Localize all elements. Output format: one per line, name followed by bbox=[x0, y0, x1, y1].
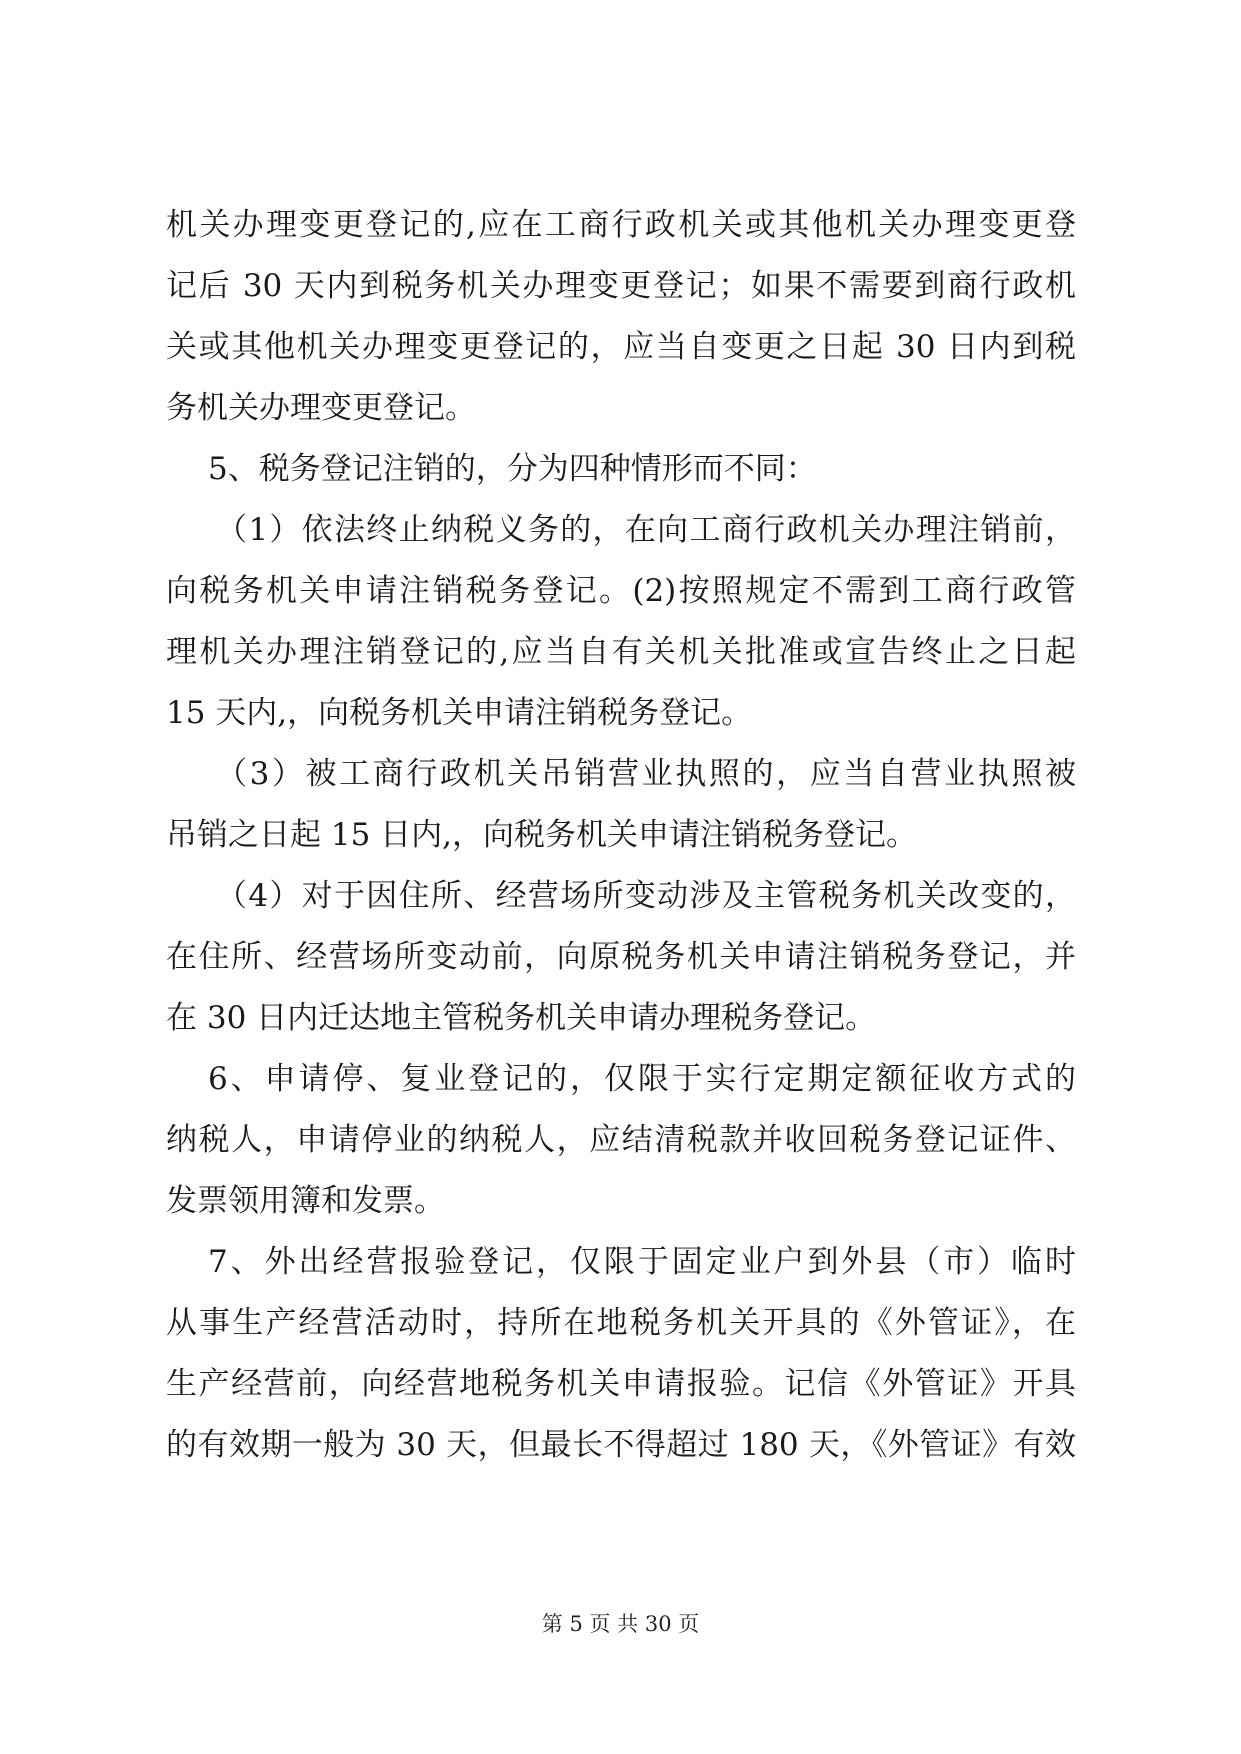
body-line-2: 记后 30 天内到税务机关办理变更登记；如果不需要到商行政机 bbox=[166, 268, 1076, 304]
body-line-8: 理机关办理注销登记的,应当自有关机关批准或宣告终止之日起 bbox=[166, 634, 1076, 670]
body-line-11: 吊销之日起 15 日内,，向税务机关申请注销税务登记。 bbox=[166, 817, 918, 853]
body-line-6: （1）依法终止纳税义务的，在向工商行政机关办理注销前， bbox=[216, 512, 1076, 548]
body-line-5: 5、税务登记注销的，分为四种情形而不同： bbox=[208, 451, 817, 487]
body-line-14: 在 30 日内迁达地主管税务机关申请办理税务登记。 bbox=[166, 1000, 877, 1036]
body-line-21: 的有效期一般为 30 天，但最长不得超过 180 天，《外管证》有效 bbox=[166, 1427, 1076, 1463]
body-line-1: 机关办理变更登记的,应在工商行政机关或其他机关办理变更登 bbox=[166, 207, 1076, 243]
body-line-15: 6、申请停、复业登记的，仅限于实行定期定额征收方式的 bbox=[208, 1061, 1076, 1097]
body-line-17: 发票领用簿和发票。 bbox=[166, 1183, 445, 1219]
body-line-18: 7、外出经营报验登记，仅限于固定业户到外县（市）临时 bbox=[208, 1244, 1076, 1280]
body-line-9: 15 天内,，向税务机关申请注销税务登记。 bbox=[166, 695, 753, 731]
body-line-13: 在住所、经营场所变动前，向原税务机关申请注销税务登记，并 bbox=[166, 939, 1076, 975]
body-line-3: 关或其他机关办理变更登记的，应当自变更之日起 30 日内到税 bbox=[166, 329, 1076, 365]
body-line-7: 向税务机关申请注销税务登记。(2)按照规定不需到工商行政管 bbox=[166, 573, 1076, 609]
body-line-19: 从事生产经营活动时，持所在地税务机关开具的《外管证》，在 bbox=[166, 1305, 1076, 1341]
body-line-16: 纳税人，申请停业的纳税人，应结清税款并收回税务登记证件、 bbox=[166, 1122, 1076, 1158]
body-line-20: 生产经营前，向经营地税务机关申请报验。记信《外管证》开具 bbox=[166, 1366, 1076, 1402]
body-line-4: 务机关办理变更登记。 bbox=[166, 390, 476, 426]
body-line-10: （3）被工商行政机关吊销营业执照的，应当自营业执照被 bbox=[216, 756, 1076, 792]
page-number-footer: 第 5 页 共 30 页 bbox=[541, 1612, 700, 1636]
body-line-12: （4）对于因住所、经营场所变动涉及主管税务机关改变的， bbox=[216, 878, 1076, 914]
